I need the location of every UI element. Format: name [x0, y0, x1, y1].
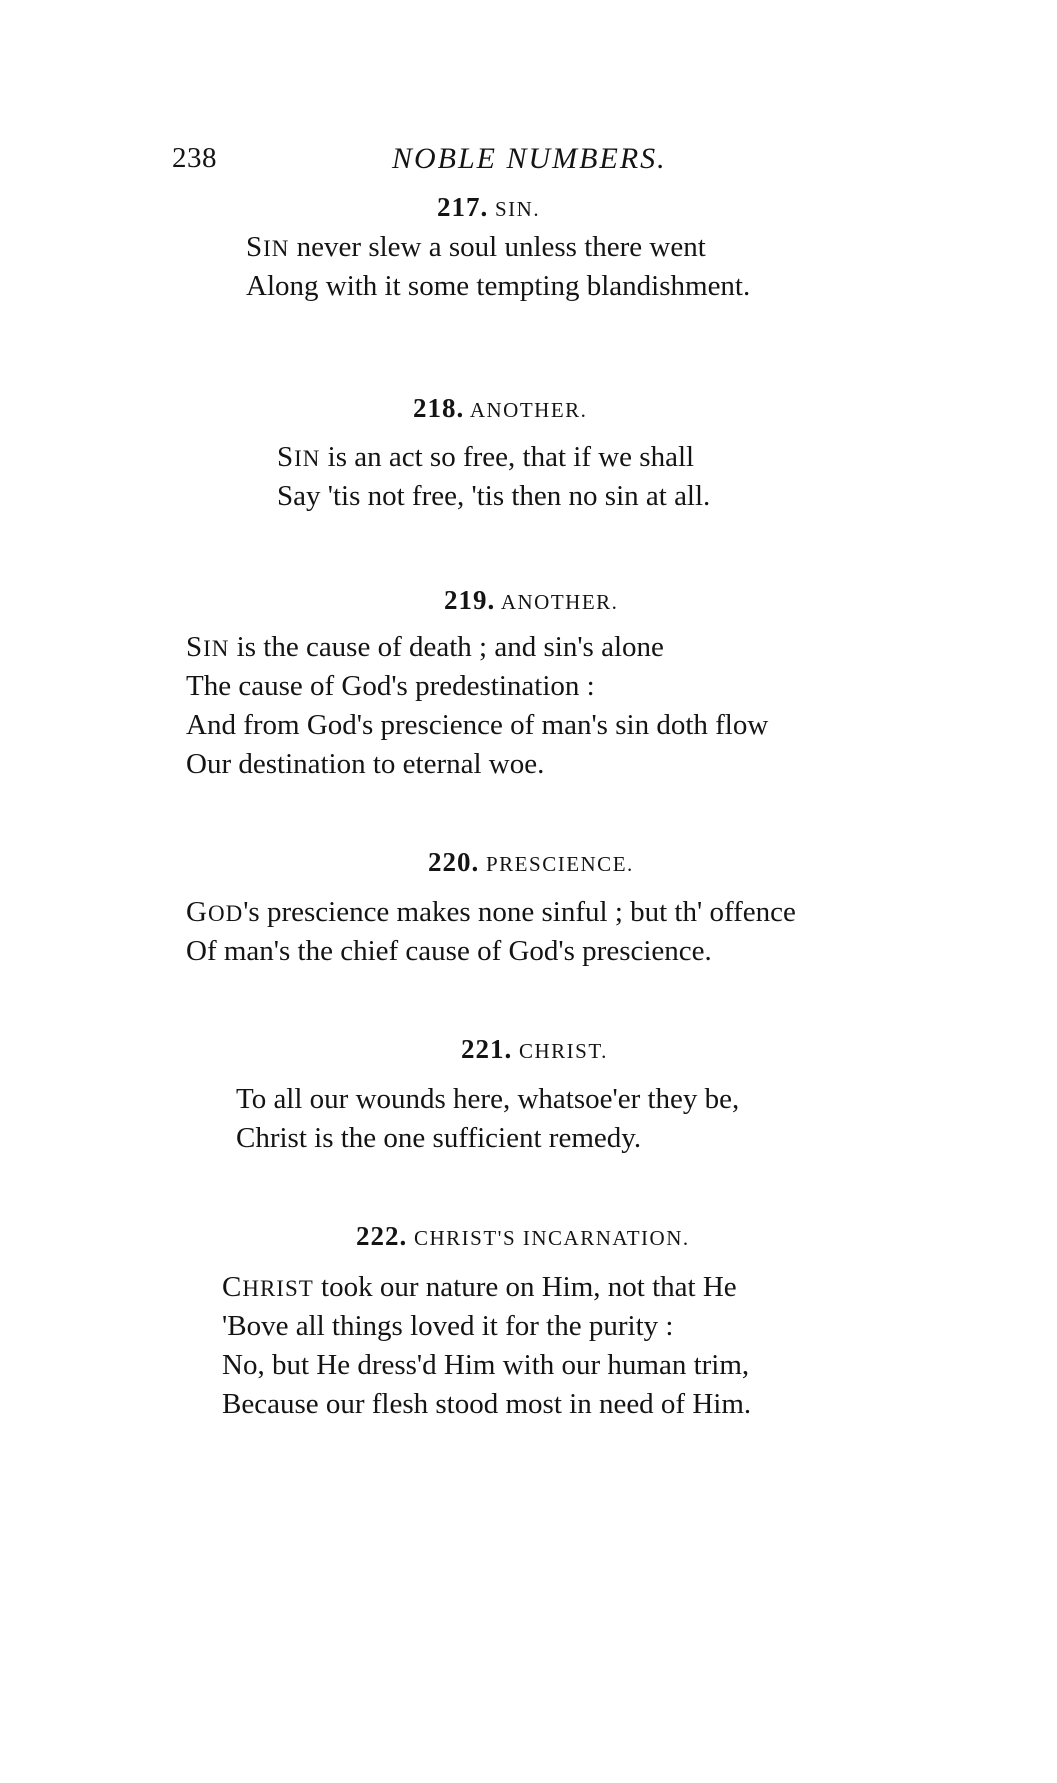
poem-lines	[222, 1268, 751, 1424]
line-text: Christ is the one sufficient remedy.	[236, 1122, 642, 1154]
poem-line	[222, 1385, 751, 1424]
line-text: 's prescience makes none sinful ; but th' offence	[243, 896, 796, 928]
poem-line	[222, 1346, 751, 1385]
poem-number: 218.	[413, 393, 465, 423]
poem-line	[186, 628, 768, 667]
poem-title	[428, 847, 634, 878]
line-text: Our destination to eternal woe.	[186, 748, 545, 780]
poem-title	[444, 585, 618, 616]
poem-number: 222.	[356, 1221, 408, 1251]
line-text: is an act so free, that if we shall	[320, 441, 695, 473]
poem-title-text: SIN.	[495, 197, 541, 221]
poem-lines	[186, 628, 768, 784]
poem-line	[236, 1119, 739, 1158]
page-number: 238	[172, 142, 217, 174]
poem-line	[186, 893, 796, 932]
poem-line	[186, 745, 768, 784]
line-text: The cause of God's predestination :	[186, 670, 595, 702]
small-caps-word: SIN	[186, 631, 230, 663]
poem-number: 221.	[461, 1034, 513, 1064]
line-text: Because our flesh stood most in need of Him.	[222, 1388, 752, 1420]
line-text: is the cause of death ; and sin's alone	[229, 631, 664, 663]
poem-line	[186, 706, 768, 745]
poem-title-text: ANOTHER.	[500, 590, 619, 614]
poem-title	[461, 1034, 608, 1065]
poem-number: 219.	[444, 585, 496, 615]
line-text: No, but He dress'd Him with our human trim,	[222, 1349, 750, 1381]
poem-line	[222, 1268, 751, 1307]
poem-lines	[277, 438, 710, 516]
poem-title	[356, 1221, 690, 1252]
poem-lines	[246, 228, 750, 306]
small-caps-word: SIN	[277, 441, 321, 473]
poem-line	[236, 1080, 739, 1119]
poem-line	[277, 438, 710, 477]
poem-title-text: CHRIST.	[519, 1039, 608, 1063]
line-text: Say 'tis not free, 'tis then no sin at all.	[277, 480, 711, 512]
line-text: 'Bove all things loved it for the purity :	[222, 1310, 674, 1342]
line-text: took our nature on Him, not that He	[313, 1271, 737, 1303]
small-caps-word: CHRIST	[222, 1271, 314, 1303]
poem-number: 217.	[437, 192, 489, 222]
poem-line	[222, 1307, 751, 1346]
line-text: And from God's prescience of man's sin doth flow	[186, 709, 769, 741]
poem-line	[246, 267, 750, 306]
poem-number: 220.	[428, 847, 480, 877]
poem-lines	[236, 1080, 739, 1158]
line-text: Along with it some tempting blandishment.	[246, 270, 751, 302]
line-text: To all our wounds here, whatsoe'er they be,	[236, 1083, 740, 1115]
poem-title	[437, 192, 540, 223]
poem-line	[246, 228, 750, 267]
poem-lines	[186, 893, 796, 971]
poem-title-text: CHRIST'S INCARNATION.	[414, 1226, 690, 1250]
page-header	[0, 142, 1057, 182]
small-caps-word: GOD	[186, 896, 244, 928]
line-text: Of man's the chief cause of God's prescience.	[186, 935, 712, 967]
poem-title	[413, 393, 587, 424]
poem-line	[186, 932, 796, 971]
poem-line	[186, 667, 768, 706]
poem-line	[277, 477, 710, 516]
poem-title-text: ANOTHER.	[469, 398, 588, 422]
small-caps-word: SIN	[246, 231, 290, 263]
running-title: NOBLE NUMBERS.	[392, 142, 667, 175]
poem-title-text: PRESCIENCE.	[486, 852, 634, 876]
line-text: never slew a soul unless there went	[289, 231, 706, 263]
